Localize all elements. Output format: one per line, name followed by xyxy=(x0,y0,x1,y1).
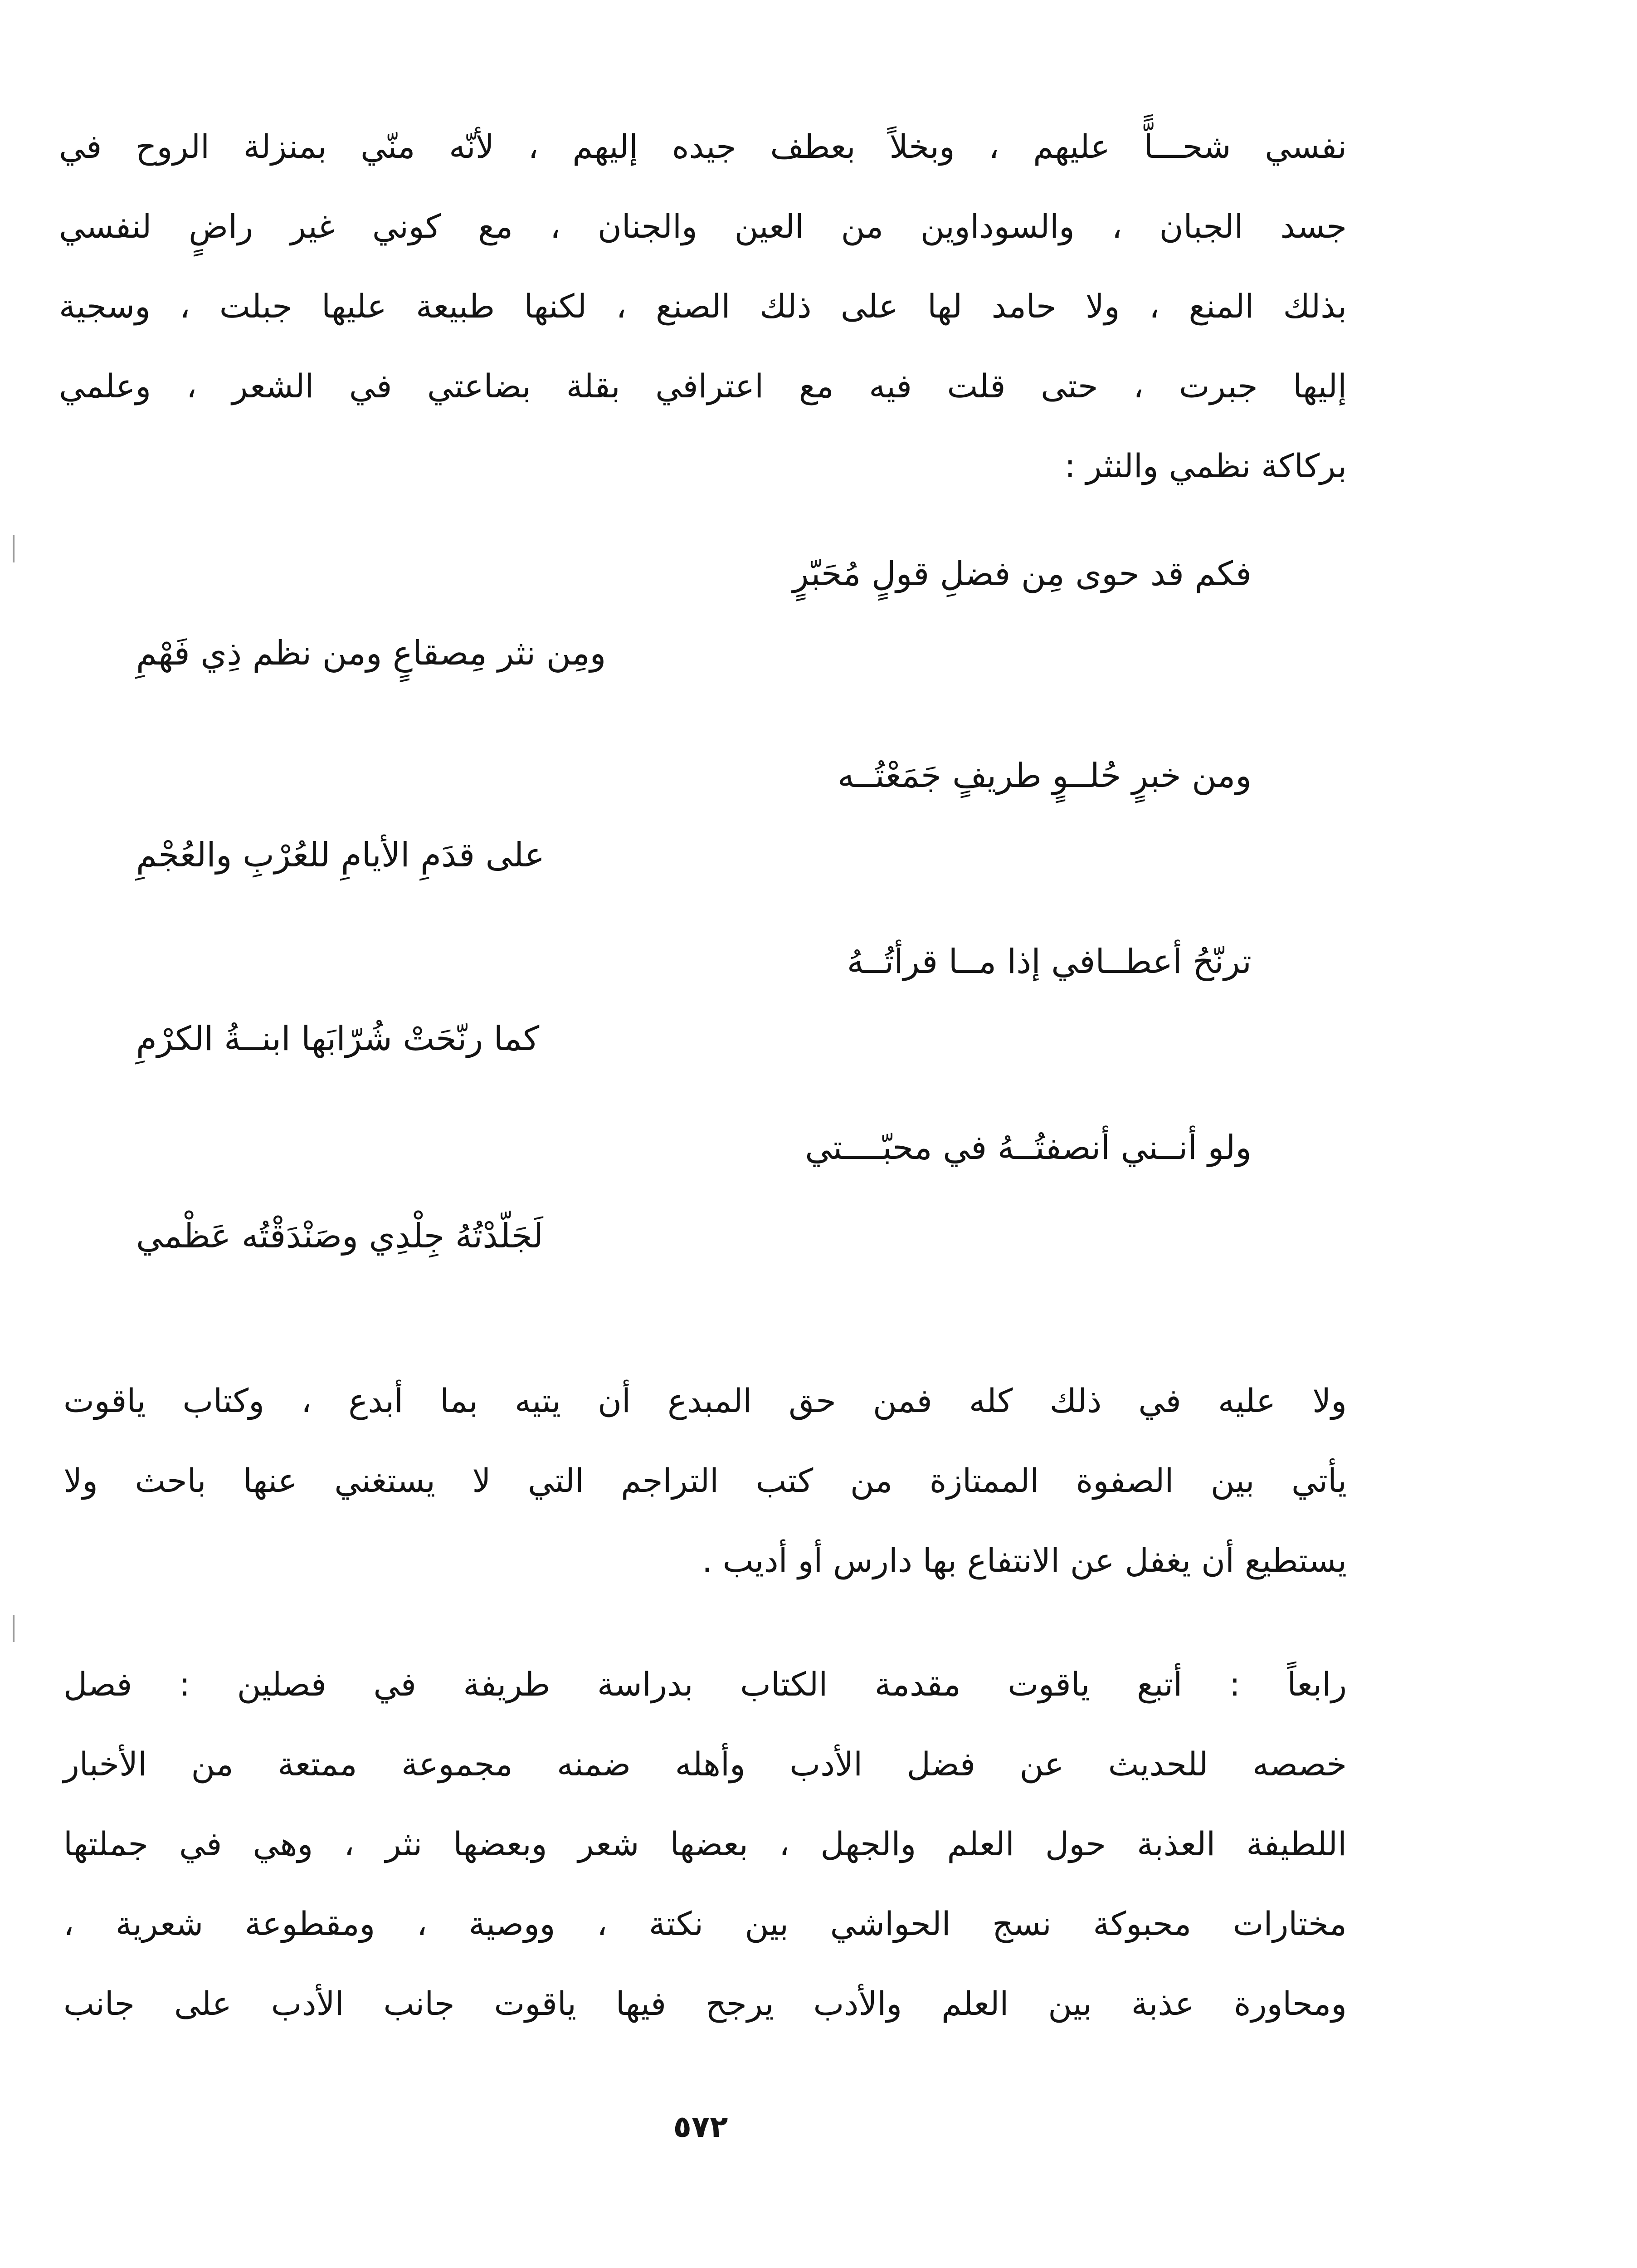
poem-verse-1-first: فكم قد حوى مِن فضلِ قولٍ مُحَبّرٍ xyxy=(792,554,1252,593)
scan-edge-mark xyxy=(13,535,15,562)
poem-verse-4-second: لَجَلّدْتُهُ جِلْدِي وصَنْدَقْتُه عَظْمي xyxy=(136,1217,543,1256)
paragraph-line: اللطيفة العذبة حول العلم والجهل ، بعضها شعر وبعضها نثر ، وهي في جملتها xyxy=(63,1825,1347,1863)
paragraph-line: ومحاورة عذبة بين العلم والأدب يرجح فيها ياقوت جانب الأدب على جانب xyxy=(63,1984,1347,2023)
paragraph-line: إليها جبرت ، حتى قلت فيه مع اعترافي بقلة بضاعتي في الشعر ، وعلمي xyxy=(59,367,1347,405)
paragraph-line: يستطيع أن يغفل عن الانتفاع بها دارس أو أديب . xyxy=(702,1541,1347,1579)
paragraph-line: مختارات محبوكة نسج الحواشي بين نكتة ، ووصية ، ومقطوعة شعرية ، xyxy=(63,1905,1347,1943)
poem-verse-4-first: ولو أنــني أنصفتُــهُ في محبّــــتي xyxy=(805,1128,1252,1167)
paragraph-3 xyxy=(63,1644,1347,2043)
poem-verse-2-second: على قدَمِ الأيامِ للعُرْبِ والعُجْمِ xyxy=(136,836,545,875)
poem-verse-1-second: ومِن نثر مِصقاعٍ ومن نظم ذِي فَهْمِ xyxy=(136,634,606,673)
paragraph-line: جسد الجبان ، والسوداوين من العين والجنان ، مع كوني غير راضٍ لنفسي xyxy=(59,207,1347,245)
poem-verse-3-second: كما رنّحَتْ شُرّابَها ابنــةُ الكرْمِ xyxy=(136,1019,540,1058)
poem-verse-3-first: ترنّحُ أعطــافي إذا مــا قرأتُــهُ xyxy=(847,942,1252,981)
paragraph-line: ولا عليه في ذلك كله فمن حق المبدع أن يتيه بما أبدع ، وكتاب ياقوت xyxy=(63,1382,1347,1420)
paragraph-line: بركاكة نظمي والنثر : xyxy=(1064,447,1347,485)
paragraph-line: يأتي بين الصفوة الممتازة من كتب التراجم التي لا يستغني عنها باحث ولا xyxy=(63,1461,1347,1500)
scan-edge-mark xyxy=(13,1615,15,1642)
paragraph-2 xyxy=(63,1361,1347,1600)
paragraph-line: رابعاً : أتبع ياقوت مقدمة الكتاب بدراسة طريفة في فصلين : فصل xyxy=(63,1665,1347,1703)
paragraph-1 xyxy=(59,107,1347,506)
paragraph-line: نفسي شحـــاًّ عليهم ، وبخلاً بعطف جيده إليهم ، لأنّه منّي بمنزلة الروح في xyxy=(59,127,1347,166)
poem-verse-2-first: ومن خبرٍ حُلــوٍ طريفٍ جَمَعْتُــه xyxy=(837,756,1252,795)
page-number: ٥٧٢ xyxy=(673,2109,728,2144)
paragraph-line: خصصه للحديث عن فضل الأدب وأهله ضمنه مجموعة ممتعة من الأخبار xyxy=(63,1745,1347,1783)
paragraph-line: بذلك المنع ، ولا حامد لها على ذلك الصنع ، لكنها طبيعة عليها جبلت ، وسجية xyxy=(59,287,1347,325)
